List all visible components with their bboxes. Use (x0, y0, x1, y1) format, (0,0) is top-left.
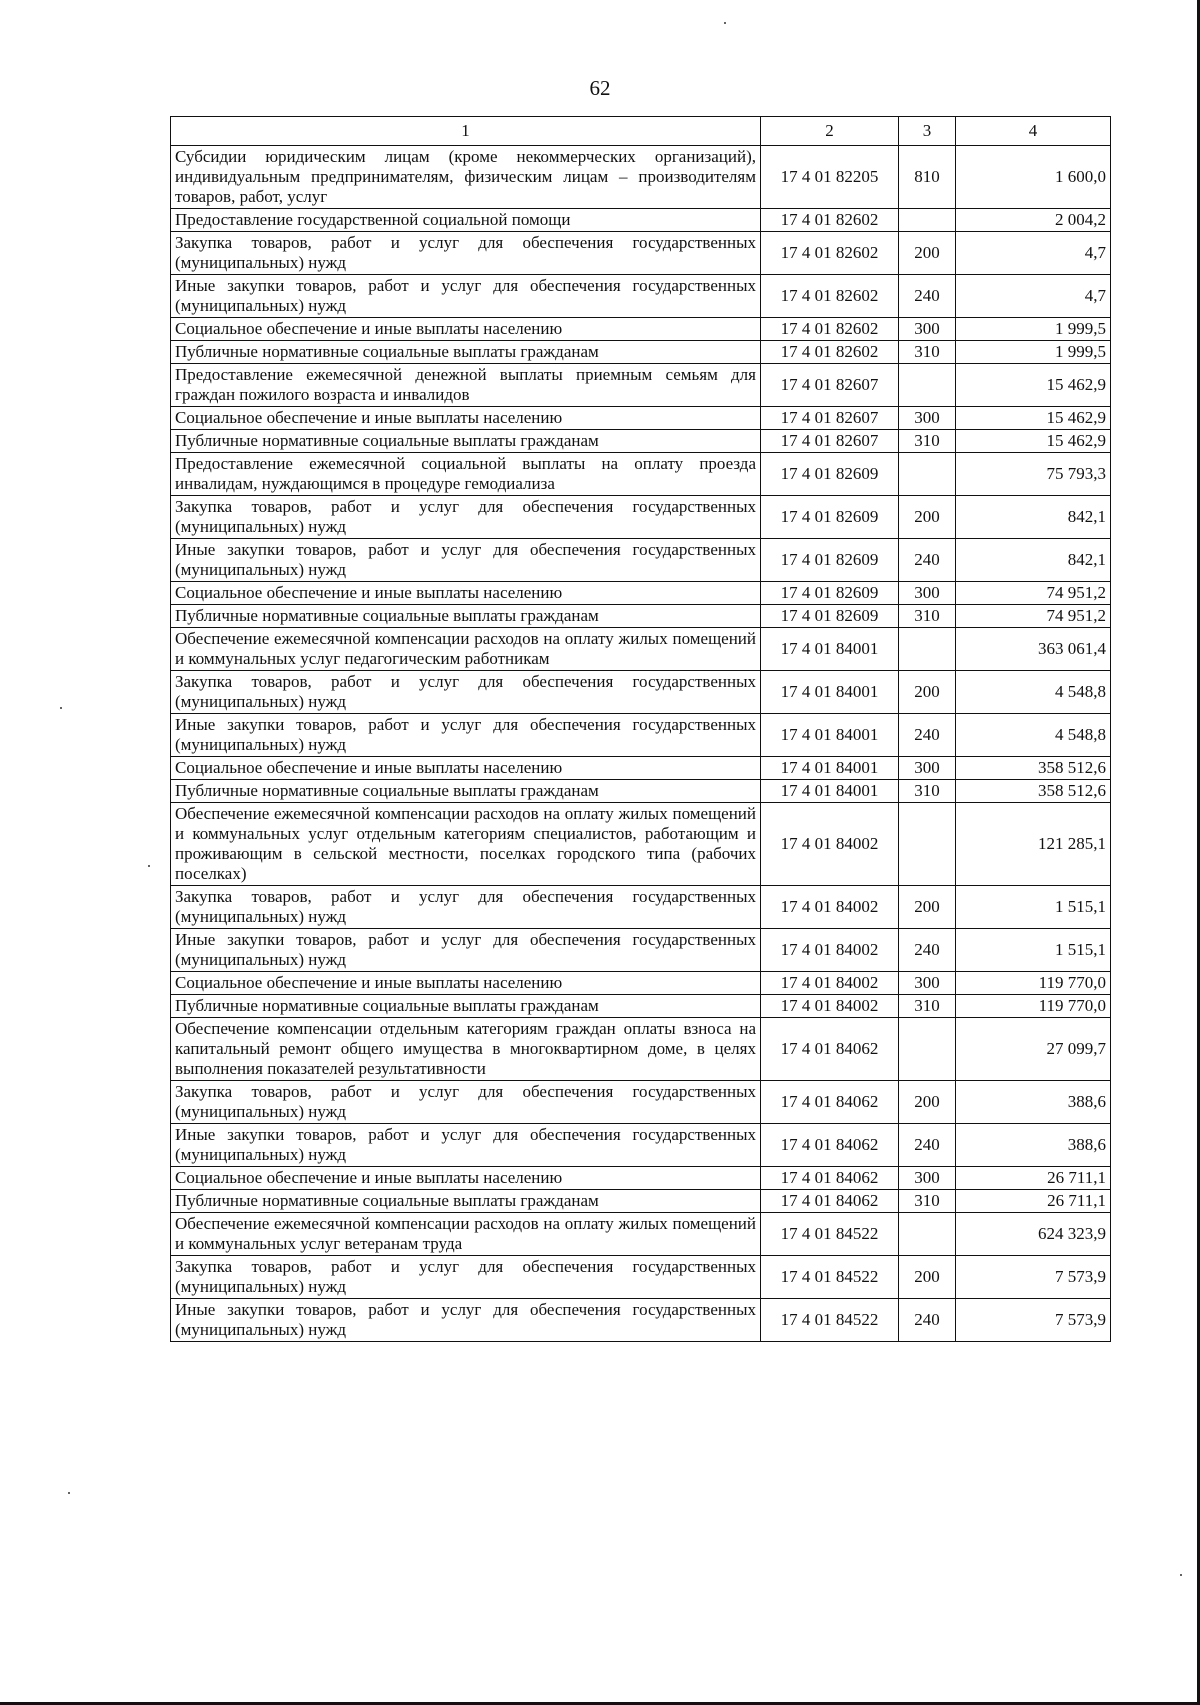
page-number: 62 (589, 76, 611, 100)
cell-code: 17 4 01 84062 (761, 1018, 899, 1081)
cell-name: Обеспечение ежемесячной компенсации расходов на оплату жилых помещений и коммунальных услуг ветеранам труда (171, 1213, 761, 1256)
cell-amount: 4,7 (956, 275, 1111, 318)
cell-code: 17 4 01 82609 (761, 453, 899, 496)
table-row (171, 714, 1111, 757)
cell-amount: 842,1 (956, 539, 1111, 582)
scan-speck (60, 707, 62, 709)
table-row (171, 232, 1111, 275)
cell-type (899, 364, 956, 407)
cell-code: 17 4 01 84001 (761, 671, 899, 714)
cell-amount: 15 462,9 (956, 430, 1111, 453)
budget-table (170, 116, 1111, 1342)
cell-type: 310 (899, 341, 956, 364)
cell-name: Предоставление государственной социальной помощи (171, 209, 761, 232)
cell-name: Обеспечение компенсации отдельным категориям граждан оплаты взноса на капитальный ремонт общего имущества в многоквартирном доме, в целях выполнения показателей результативности (171, 1018, 761, 1081)
cell-name: Закупка товаров, работ и услуг для обеспечения государственных (муниципальных) нужд (171, 496, 761, 539)
cell-name: Предоставление ежемесячной денежной выплаты приемным семьям для граждан пожилого возраста и инвалидов (171, 364, 761, 407)
cell-code: 17 4 01 84002 (761, 929, 899, 972)
cell-code: 17 4 01 82602 (761, 232, 899, 275)
cell-amount: 388,6 (956, 1081, 1111, 1124)
header-col-4: 4 (956, 117, 1111, 146)
cell-name: Иные закупки товаров, работ и услуг для обеспечения государственных (муниципальных) нужд (171, 929, 761, 972)
table-row (171, 671, 1111, 714)
cell-type: 310 (899, 430, 956, 453)
cell-code: 17 4 01 84522 (761, 1213, 899, 1256)
cell-amount: 358 512,6 (956, 757, 1111, 780)
table-row (171, 780, 1111, 803)
cell-type: 300 (899, 972, 956, 995)
cell-code: 17 4 01 84062 (761, 1081, 899, 1124)
cell-code: 17 4 01 84002 (761, 886, 899, 929)
cell-amount: 7 573,9 (956, 1256, 1111, 1299)
cell-amount: 74 951,2 (956, 605, 1111, 628)
cell-name: Иные закупки товаров, работ и услуг для обеспечения государственных (муниципальных) нужд (171, 1124, 761, 1167)
cell-name: Закупка товаров, работ и услуг для обеспечения государственных (муниципальных) нужд (171, 671, 761, 714)
table-row (171, 628, 1111, 671)
cell-code: 17 4 01 84002 (761, 803, 899, 886)
table-row (171, 318, 1111, 341)
cell-name: Закупка товаров, работ и услуг для обеспечения государственных (муниципальных) нужд (171, 1081, 761, 1124)
cell-name: Публичные нормативные социальные выплаты гражданам (171, 341, 761, 364)
table-row (171, 539, 1111, 582)
scan-speck (68, 1492, 70, 1494)
cell-name: Публичные нормативные социальные выплаты гражданам (171, 605, 761, 628)
cell-name: Закупка товаров, работ и услуг для обеспечения государственных (муниципальных) нужд (171, 886, 761, 929)
header-col-1: 1 (171, 117, 761, 146)
table-row (171, 995, 1111, 1018)
cell-name: Публичные нормативные социальные выплаты гражданам (171, 780, 761, 803)
cell-name: Иные закупки товаров, работ и услуг для обеспечения государственных (муниципальных) нужд (171, 1299, 761, 1342)
cell-type (899, 803, 956, 886)
cell-name: Социальное обеспечение и иные выплаты населению (171, 318, 761, 341)
cell-type: 200 (899, 1081, 956, 1124)
table-row (171, 1081, 1111, 1124)
cell-amount: 15 462,9 (956, 364, 1111, 407)
cell-code: 17 4 01 84062 (761, 1190, 899, 1213)
cell-type: 300 (899, 582, 956, 605)
cell-type: 200 (899, 886, 956, 929)
table-row (171, 605, 1111, 628)
cell-name: Субсидии юридическим лицам (кроме некоммерческих организаций), индивидуальным предпринимателям, физическим лицам – производителям товаров, работ, услуг (171, 146, 761, 209)
cell-code: 17 4 01 82609 (761, 605, 899, 628)
cell-amount: 363 061,4 (956, 628, 1111, 671)
cell-amount: 2 004,2 (956, 209, 1111, 232)
cell-type: 240 (899, 275, 956, 318)
cell-type: 310 (899, 605, 956, 628)
table-row (171, 407, 1111, 430)
cell-code: 17 4 01 82205 (761, 146, 899, 209)
table-row (171, 275, 1111, 318)
table-row (171, 1256, 1111, 1299)
cell-amount: 4 548,8 (956, 714, 1111, 757)
cell-code: 17 4 01 84522 (761, 1256, 899, 1299)
table-row (171, 1167, 1111, 1190)
cell-amount: 1 600,0 (956, 146, 1111, 209)
cell-code: 17 4 01 82609 (761, 582, 899, 605)
cell-type: 310 (899, 780, 956, 803)
cell-amount: 4 548,8 (956, 671, 1111, 714)
cell-name: Публичные нормативные социальные выплаты гражданам (171, 430, 761, 453)
cell-name: Социальное обеспечение и иные выплаты населению (171, 1167, 761, 1190)
cell-name: Предоставление ежемесячной социальной выплаты на оплату проезда инвалидам, нуждающимся в процедуре гемодиализа (171, 453, 761, 496)
table-row (171, 1124, 1111, 1167)
cell-amount: 26 711,1 (956, 1167, 1111, 1190)
cell-code: 17 4 01 84002 (761, 995, 899, 1018)
cell-type: 200 (899, 671, 956, 714)
cell-type: 300 (899, 757, 956, 780)
cell-code: 17 4 01 84062 (761, 1167, 899, 1190)
cell-type: 200 (899, 496, 956, 539)
cell-amount: 1 999,5 (956, 318, 1111, 341)
cell-amount: 7 573,9 (956, 1299, 1111, 1342)
cell-name: Публичные нормативные социальные выплаты гражданам (171, 995, 761, 1018)
cell-name: Иные закупки товаров, работ и услуг для обеспечения государственных (муниципальных) нужд (171, 539, 761, 582)
table-header (171, 117, 1111, 146)
cell-amount: 119 770,0 (956, 995, 1111, 1018)
cell-amount: 388,6 (956, 1124, 1111, 1167)
cell-name: Закупка товаров, работ и услуг для обеспечения государственных (муниципальных) нужд (171, 1256, 761, 1299)
table-row (171, 209, 1111, 232)
cell-name: Социальное обеспечение и иные выплаты населению (171, 582, 761, 605)
cell-type: 240 (899, 539, 956, 582)
cell-name: Социальное обеспечение и иные выплаты населению (171, 757, 761, 780)
table-row (171, 1190, 1111, 1213)
cell-name: Обеспечение ежемесячной компенсации расходов на оплату жилых помещений и коммунальных услуг отдельным категориям специалистов, работающим и проживающим в сельской местности, поселках городского типа (рабочих поселках) (171, 803, 761, 886)
cell-amount: 4,7 (956, 232, 1111, 275)
cell-name: Иные закупки товаров, работ и услуг для обеспечения государственных (муниципальных) нужд (171, 275, 761, 318)
cell-code: 17 4 01 82602 (761, 275, 899, 318)
scan-speck (1180, 1574, 1182, 1576)
table-row (171, 364, 1111, 407)
cell-type: 310 (899, 1190, 956, 1213)
cell-type: 300 (899, 1167, 956, 1190)
table-row (171, 757, 1111, 780)
cell-amount: 15 462,9 (956, 407, 1111, 430)
cell-code: 17 4 01 82602 (761, 318, 899, 341)
cell-code: 17 4 01 84001 (761, 780, 899, 803)
table-row (171, 146, 1111, 209)
cell-type (899, 209, 956, 232)
cell-amount: 358 512,6 (956, 780, 1111, 803)
table-body (171, 146, 1111, 1342)
cell-amount: 75 793,3 (956, 453, 1111, 496)
cell-amount: 27 099,7 (956, 1018, 1111, 1081)
table-row (171, 803, 1111, 886)
cell-code: 17 4 01 84002 (761, 972, 899, 995)
table-row (171, 972, 1111, 995)
table-row (171, 496, 1111, 539)
cell-amount: 26 711,1 (956, 1190, 1111, 1213)
cell-type (899, 628, 956, 671)
cell-name: Публичные нормативные социальные выплаты гражданам (171, 1190, 761, 1213)
cell-type: 810 (899, 146, 956, 209)
table-row (171, 453, 1111, 496)
cell-code: 17 4 01 82602 (761, 209, 899, 232)
cell-type: 240 (899, 1124, 956, 1167)
cell-amount: 624 323,9 (956, 1213, 1111, 1256)
cell-code: 17 4 01 82607 (761, 407, 899, 430)
cell-type (899, 1213, 956, 1256)
table-row (171, 341, 1111, 364)
cell-name: Социальное обеспечение и иные выплаты населению (171, 972, 761, 995)
cell-name: Закупка товаров, работ и услуг для обеспечения государственных (муниципальных) нужд (171, 232, 761, 275)
table-row (171, 886, 1111, 929)
cell-type (899, 453, 956, 496)
cell-code: 17 4 01 84001 (761, 757, 899, 780)
table-row (171, 1299, 1111, 1342)
scan-speck (724, 22, 726, 24)
scan-speck (148, 865, 150, 867)
table-row (171, 430, 1111, 453)
header-col-2: 2 (761, 117, 899, 146)
cell-code: 17 4 01 82609 (761, 496, 899, 539)
cell-type: 240 (899, 929, 956, 972)
cell-code: 17 4 01 82602 (761, 341, 899, 364)
cell-type: 240 (899, 714, 956, 757)
cell-type: 240 (899, 1299, 956, 1342)
cell-code: 17 4 01 84001 (761, 628, 899, 671)
cell-code: 17 4 01 84062 (761, 1124, 899, 1167)
cell-amount: 842,1 (956, 496, 1111, 539)
cell-code: 17 4 01 84001 (761, 714, 899, 757)
cell-code: 17 4 01 82607 (761, 430, 899, 453)
cell-name: Иные закупки товаров, работ и услуг для обеспечения государственных (муниципальных) нужд (171, 714, 761, 757)
cell-amount: 119 770,0 (956, 972, 1111, 995)
cell-name: Обеспечение ежемесячной компенсации расходов на оплату жилых помещений и коммунальных услуг педагогическим работникам (171, 628, 761, 671)
cell-code: 17 4 01 84522 (761, 1299, 899, 1342)
cell-type: 310 (899, 995, 956, 1018)
table-row (171, 1213, 1111, 1256)
header-row (171, 117, 1111, 146)
cell-amount: 121 285,1 (956, 803, 1111, 886)
cell-type: 300 (899, 407, 956, 430)
table-row (171, 582, 1111, 605)
cell-name: Социальное обеспечение и иные выплаты населению (171, 407, 761, 430)
cell-amount: 1 999,5 (956, 341, 1111, 364)
cell-code: 17 4 01 82607 (761, 364, 899, 407)
header-col-3: 3 (899, 117, 956, 146)
cell-type: 200 (899, 232, 956, 275)
cell-code: 17 4 01 82609 (761, 539, 899, 582)
table-row (171, 929, 1111, 972)
cell-amount: 74 951,2 (956, 582, 1111, 605)
table-row (171, 1018, 1111, 1081)
cell-amount: 1 515,1 (956, 929, 1111, 972)
cell-amount: 1 515,1 (956, 886, 1111, 929)
cell-type: 200 (899, 1256, 956, 1299)
cell-type: 300 (899, 318, 956, 341)
cell-type (899, 1018, 956, 1081)
